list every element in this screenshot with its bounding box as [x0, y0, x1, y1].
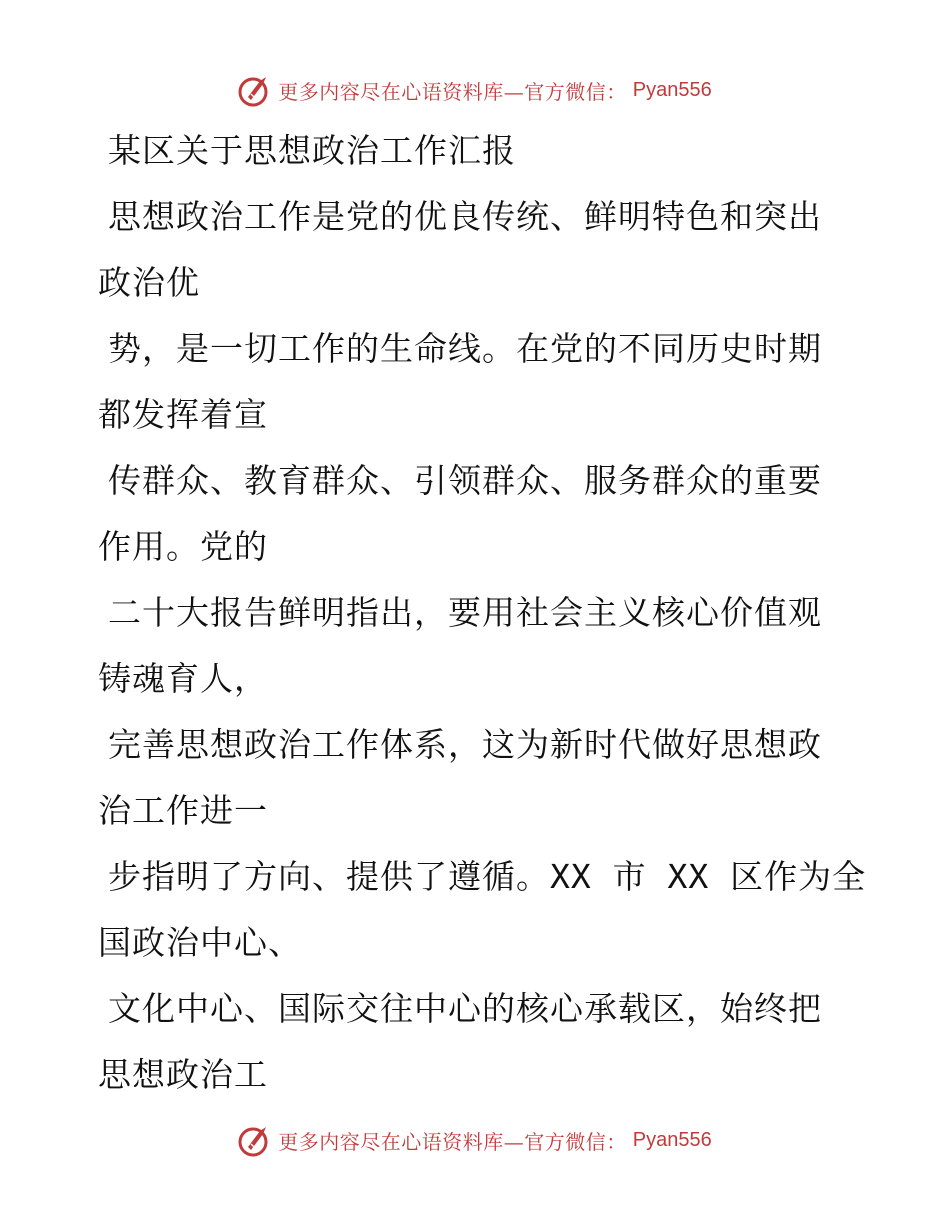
document-title: 某区关于思想政治工作汇报	[108, 131, 516, 170]
banner-text: 更多内容尽在心语资料库—官方微信：	[278, 1129, 627, 1154]
text-line: 思想政治工	[98, 1055, 268, 1094]
pen-nib-circle-icon	[238, 1123, 272, 1157]
banner-wechat-handle: Pyan556	[632, 1128, 712, 1151]
document-body	[98, 118, 867, 1108]
footer-banner	[0, 1120, 950, 1160]
text-line: 铸魂育人，	[98, 659, 268, 698]
text-line: 完善思想政治工作体系，这为新时代做好思想政	[108, 725, 822, 764]
text-line: 治工作进一	[98, 791, 268, 830]
footer-banner-inner	[238, 1123, 711, 1157]
pen-nib-circle-icon	[238, 73, 272, 107]
text-line: 步指明了方向、提供了遵循。XX 市 XX 区作为全	[108, 857, 867, 896]
text-line: 二十大报告鲜明指出，要用社会主义核心价值观	[108, 593, 822, 632]
banner-wechat-handle: Pyan556	[632, 78, 712, 101]
text-line: 政治优	[98, 263, 200, 302]
header-banner	[0, 70, 950, 110]
text-line: 势，是一切工作的生命线。在党的不同历史时期	[108, 329, 822, 368]
banner-text: 更多内容尽在心语资料库—官方微信：	[278, 79, 627, 104]
text-line: 思想政治工作是党的优良传统、鲜明特色和突出	[108, 197, 822, 236]
text-line: 文化中心、国际交往中心的核心承载区，始终把	[108, 989, 822, 1028]
text-line: 传群众、教育群众、引领群众、服务群众的重要	[108, 461, 822, 500]
text-line: 国政治中心、	[98, 923, 302, 962]
text-line: 都发挥着宣	[98, 395, 268, 434]
header-banner-inner	[238, 73, 711, 107]
text-line: 作用。党的	[98, 527, 268, 566]
